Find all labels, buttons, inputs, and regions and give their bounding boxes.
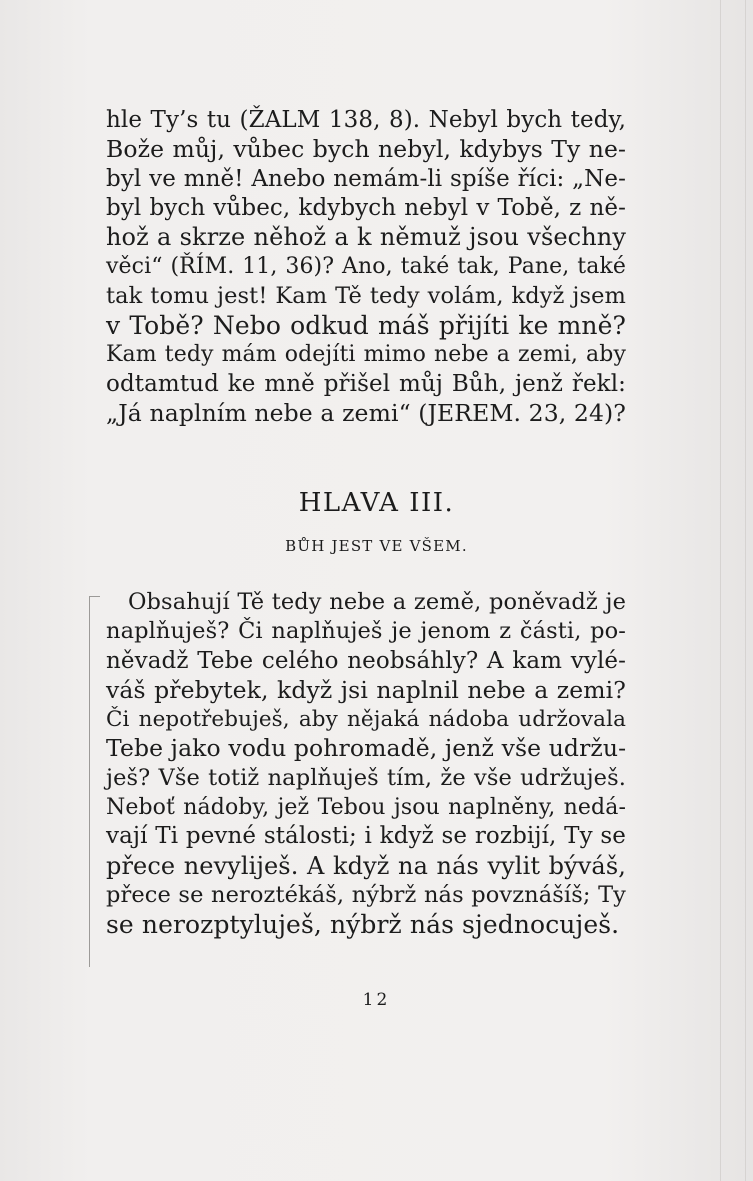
- text-line: něvadž Tebe celého neobsáhly? A kam vylé-: [106, 647, 626, 674]
- text-line: vají Ti pevné stálosti; i když se rozbijí, Ty se: [106, 823, 626, 850]
- text-line: přece nevyliješ. A když na nás vylit býváš,: [106, 851, 626, 880]
- chapter-subtitle: BŮH JEST VE VŠEM.: [285, 537, 468, 555]
- text-line: hož a skrze něhož a k němuž jsou všechny: [106, 223, 626, 252]
- text-line: „Já naplním nebe a zemi“ (JEREM. 23, 24)?: [106, 398, 626, 427]
- text-line: Obsahují Tě tedy nebe a země, poněvadž je: [128, 589, 626, 615]
- text-line: Bože můj, vůbec bych nebyl, kdybys Ty ne-: [106, 135, 626, 164]
- text-line: naplňuješ? Či naplňuješ je jenom z části, po-: [106, 618, 626, 645]
- text-line: přece se neroztékáš, nýbrž nás povznášíš; Ty: [106, 881, 626, 908]
- text-line: byl ve mně! Anebo nemám-li spíše říci: „Ne-: [106, 165, 626, 192]
- text-line: Či nepotřebuješ, aby nějaká nádoba udržovala: [106, 707, 626, 733]
- text-line: odtamtud ke mně přišel můj Bůh, jenž řekl:: [106, 370, 626, 397]
- text-line: tak tomu jest! Kam Tě tedy volám, když jsem: [106, 282, 626, 309]
- top-paragraph: [106, 106, 626, 428]
- text-line: se nerozptyluješ, nýbrž nás sjednocuješ.: [106, 910, 620, 940]
- bottom-paragraph: [106, 588, 626, 940]
- text-line: ješ? Vše totiž naplňuješ tím, že vše udržuješ.: [106, 764, 626, 791]
- text-line: věci“ (ŘÍM. 11, 36)? Ano, také tak, Pane, také: [106, 254, 626, 280]
- text-line: váš přebytek, když jsi naplnil nebe a zemi?: [106, 675, 626, 704]
- chapter-title: HLAVA III.: [298, 488, 455, 518]
- text-line: Tebe jako vodu pohromadě, jenž vše udržu-: [106, 734, 627, 763]
- page-number: 12: [362, 990, 391, 1010]
- text-line: Kam tedy mám odejíti mimo nebe a zemi, aby: [106, 342, 626, 368]
- margin-pencil-mark: [89, 596, 100, 967]
- text-line: Neboť nádoby, jež Tebou jsou naplněny, nedá-: [106, 795, 626, 821]
- text-line: v Tobě? Nebo odkud máš přijíti ke mně?: [106, 311, 626, 341]
- text-line: byl bych vůbec, kdybych nebyl v Tobě, z ně-: [106, 194, 626, 221]
- text-line: hle Ty’s tu (ŽALM 138, 8). Nebyl bych tedy,: [106, 107, 626, 133]
